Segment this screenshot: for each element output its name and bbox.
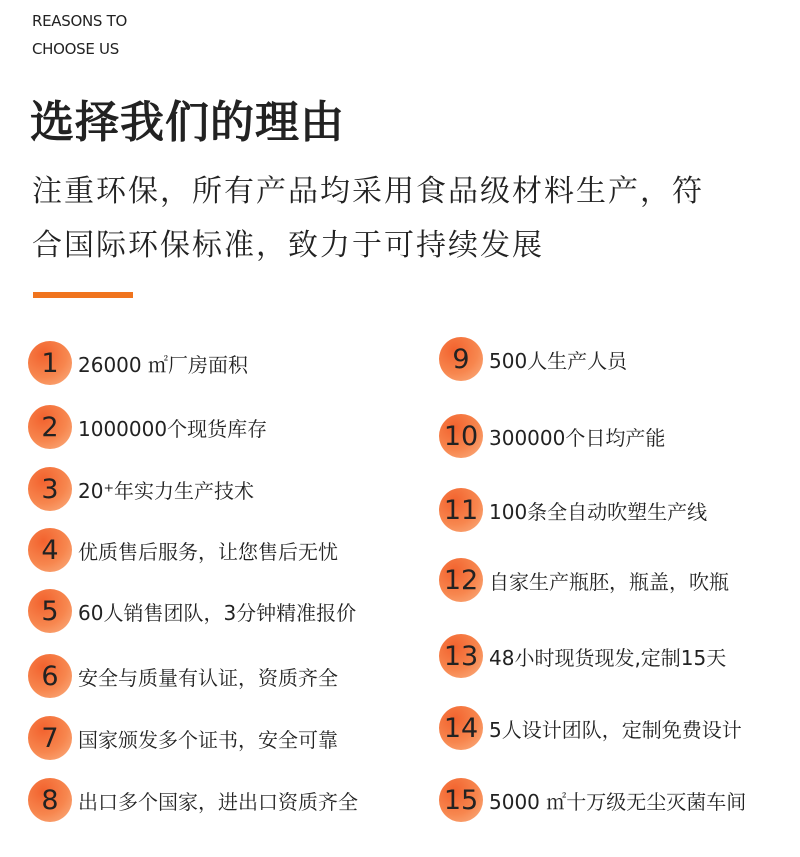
number-badge: 9 bbox=[439, 337, 483, 381]
reason-text: 自家生产瓶胚，瓶盖，吹瓶 bbox=[489, 569, 729, 594]
description-line2: 合国际环保标准，致力于可持续发展 bbox=[32, 228, 544, 263]
reason-item bbox=[439, 414, 665, 458]
number-badge: 12 bbox=[439, 558, 483, 602]
number-badge: 2 bbox=[28, 405, 72, 449]
reason-text: 100条全自动吹塑生产线 bbox=[489, 499, 708, 524]
reason-text: 20⁺年实力生产技术 bbox=[78, 478, 255, 503]
reason-item bbox=[28, 778, 358, 822]
reason-text: 1000000个现货库存 bbox=[78, 416, 268, 441]
number-badge: 11 bbox=[439, 488, 483, 532]
reason-item bbox=[439, 634, 726, 678]
reason-item bbox=[439, 778, 746, 822]
reason-item bbox=[439, 558, 729, 602]
reason-text: 5人设计团队，定制免费设计 bbox=[489, 717, 742, 742]
reason-item bbox=[439, 488, 707, 532]
number-badge: 14 bbox=[439, 706, 483, 750]
english-heading-line2: CHOOSE US bbox=[32, 40, 119, 58]
number-badge: 13 bbox=[439, 634, 483, 678]
description-line1: 注重环保，所有产品均采用食品级材料生产，符 bbox=[32, 174, 704, 209]
reason-text: 48小时现货现发,定制15天 bbox=[489, 645, 727, 670]
reason-text: 国家颁发多个证书，安全可靠 bbox=[78, 727, 338, 752]
number-badge: 5 bbox=[28, 589, 72, 633]
number-badge: 6 bbox=[28, 654, 72, 698]
accent-divider bbox=[33, 292, 133, 298]
number-badge: 4 bbox=[28, 528, 72, 572]
number-badge: 15 bbox=[439, 778, 483, 822]
reason-text: 优质售后服务，让您售后无忧 bbox=[78, 539, 338, 564]
reason-text: 26000 ㎡厂房面积 bbox=[78, 352, 248, 377]
reason-item bbox=[28, 467, 254, 511]
reason-text: 出口多个国家，进出口资质齐全 bbox=[78, 789, 358, 814]
reason-text: 60人销售团队，3分钟精准报价 bbox=[78, 600, 357, 625]
english-heading-line1: REASONS TO bbox=[32, 12, 127, 30]
number-badge: 10 bbox=[439, 414, 483, 458]
reason-text: 5000 ㎡十万级无尘灭菌车间 bbox=[489, 789, 747, 814]
reason-item bbox=[28, 716, 338, 760]
reason-item bbox=[28, 405, 267, 449]
number-badge: 1 bbox=[28, 341, 72, 385]
reason-item bbox=[439, 706, 742, 750]
number-badge: 7 bbox=[28, 716, 72, 760]
reason-item bbox=[28, 654, 338, 698]
number-badge: 8 bbox=[28, 778, 72, 822]
reason-text: 300000个日均产能 bbox=[489, 425, 666, 450]
reason-item bbox=[28, 589, 356, 633]
reason-item bbox=[28, 528, 338, 572]
page-title: 选择我们的理由 bbox=[30, 97, 345, 148]
reason-text: 500人生产人员 bbox=[489, 348, 628, 373]
number-badge: 3 bbox=[28, 467, 72, 511]
reason-item bbox=[28, 341, 248, 385]
reason-text: 安全与质量有认证，资质齐全 bbox=[78, 665, 338, 690]
reason-item bbox=[439, 337, 627, 381]
